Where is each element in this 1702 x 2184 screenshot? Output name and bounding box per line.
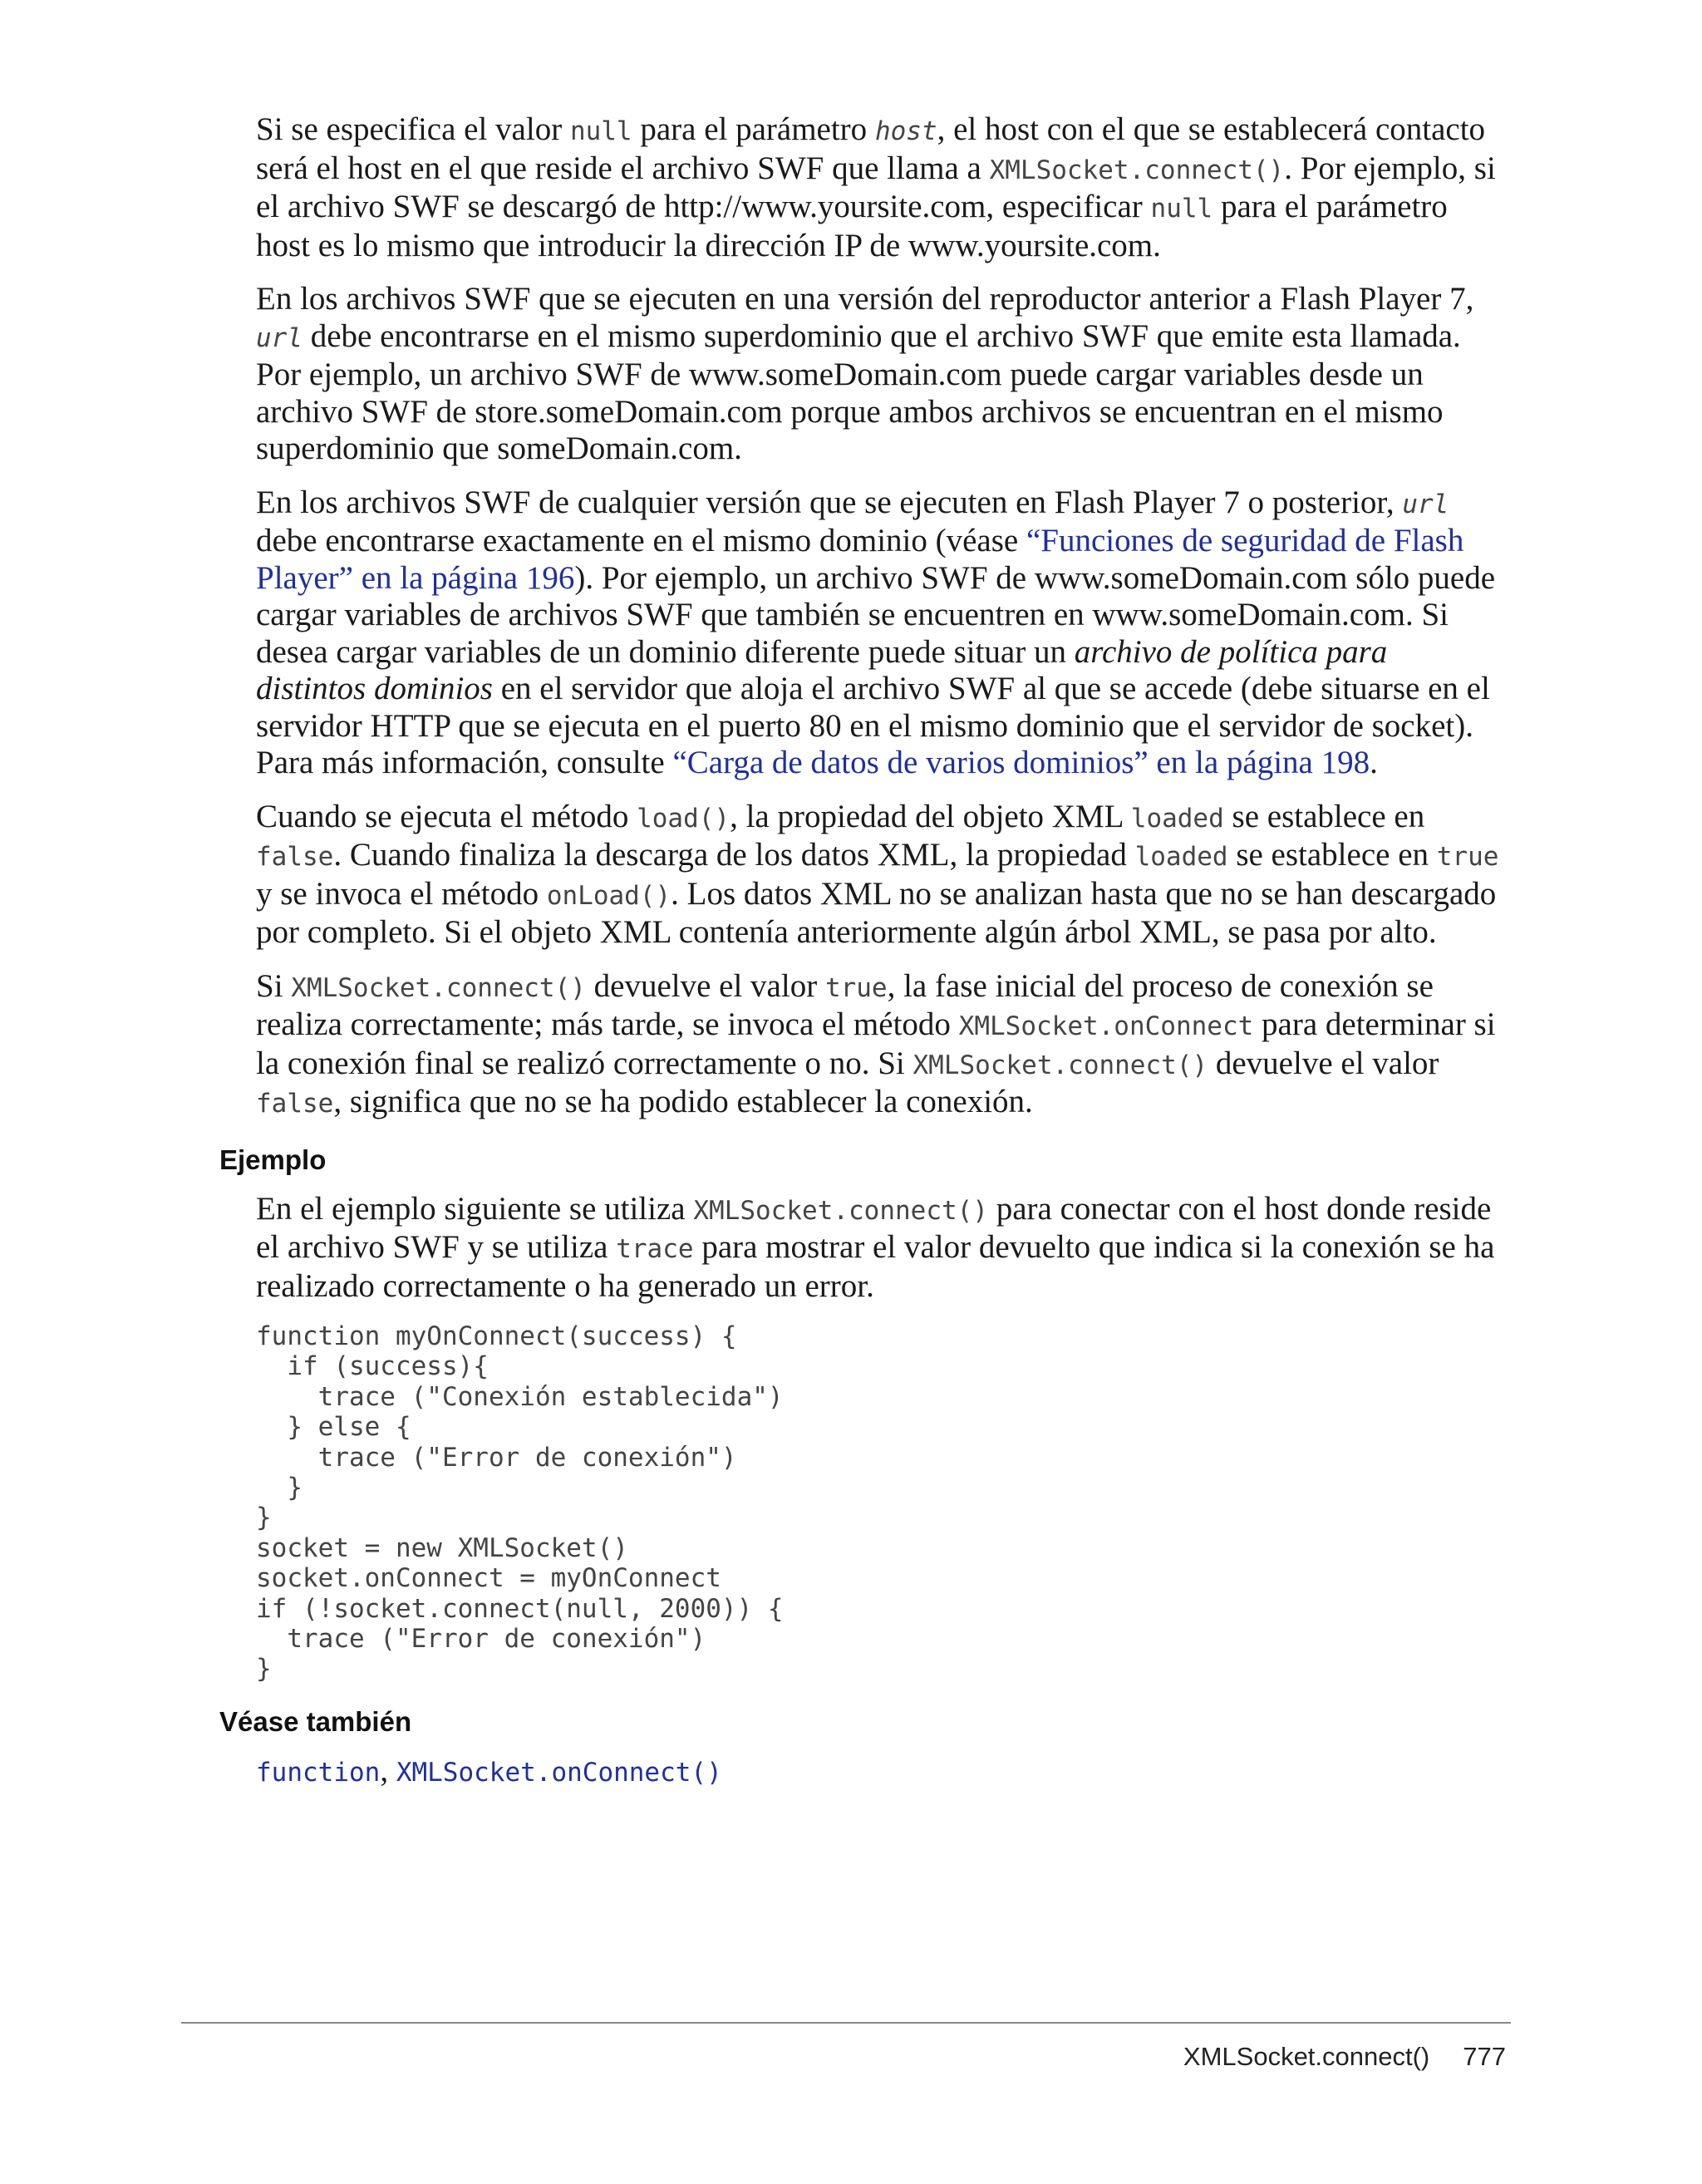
page-footer: [1183, 2042, 1506, 2072]
code-onload: onLoad(): [546, 880, 671, 911]
paragraph-load-method: [256, 799, 1504, 952]
code-trace: trace: [616, 1234, 694, 1264]
text: . Cuando finaliza la descarga de los datos XML, la propiedad: [333, 837, 1135, 873]
code-xmlsocket-connect: XMLSocket.connect(): [912, 1050, 1208, 1080]
section-heading-see-also: Véase también: [219, 1705, 412, 1737]
page-content: [219, 111, 1504, 1808]
link-xmlsocket-onconnect[interactable]: XMLSocket.onConnect(): [396, 1757, 722, 1788]
paragraph-flash-player-7: [256, 485, 1504, 782]
text: En los archivos SWF de cualquier versión que se ejecuten en Flash Player 7 o posterior,: [256, 484, 1403, 520]
text: Cuando se ejecuta el método: [256, 798, 637, 834]
text: En el ejemplo siguiente se utiliza: [256, 1190, 694, 1227]
code-false: false: [256, 842, 334, 872]
text: se establece en: [1223, 798, 1425, 834]
section-heading-example: Ejemplo: [219, 1144, 327, 1175]
text: en el servidor que aloja el archivo SWF al que se accede (debe situarse en el servidor HTTP que se ejecuta en el puerto 80 en el mismo dominio que el servidor de socket). Para más información, consulte: [256, 671, 1490, 780]
text: , el host con el que se establecerá contacto será el host en el que reside el archivo SWF que llama a: [256, 111, 1486, 186]
code-xmlsocket-connect: XMLSocket.connect(): [693, 1195, 988, 1226]
text: y se invoca el método: [256, 875, 547, 912]
text: debe encontrarse exactamente en el mismo dominio (véase: [256, 523, 1026, 558]
text: ). Por ejemplo, un archivo SWF de www.someDomain.com sólo puede cargar variables de archivos SWF que también se encuentren en www.someDomain.com. Si desea cargar variables de un dominio diferente puede situar un: [256, 559, 1496, 670]
text: .: [1370, 745, 1378, 780]
text: se establece en: [1227, 837, 1437, 873]
code-true: true: [824, 972, 888, 1003]
paragraph-connect-return: [256, 968, 1504, 1123]
link-security-features[interactable]: “Funciones de seguridad de Flash Player” en la página 196: [256, 523, 1464, 596]
text: debe encontrarse en el mismo superdominio que el archivo SWF que emite esta llamada. Por ejemplo, un archivo SWF de www.someDomain.com puede cargar variables desde un archivo SWF de store.someDomain.com porque ambos archivos se encuentran en el mismo superdominio que someDomain.com.: [256, 317, 1461, 466]
paragraph-flash-player-6: [256, 281, 1504, 468]
text: , significa que no se ha podido establecer la conexión.: [333, 1084, 1033, 1119]
text: En los archivos SWF que se ejecuten en una versión del reproductor anterior a Flash Player 7,: [256, 281, 1474, 317]
paragraph-example-intro: [256, 1191, 1504, 1306]
code-loaded: loaded: [1134, 842, 1228, 872]
text: para el parámetro: [632, 111, 875, 147]
code-host: host: [874, 116, 937, 146]
text: para el parámetro host es lo mismo que introducir la dirección IP de www.yoursite.com.: [256, 189, 1448, 263]
text: . Los datos XML no se analizan hasta que no se han descargado por completo. Si el objeto XML contenía anteriormente algún árbol XML, se pasa por alto.: [256, 875, 1497, 950]
link-cross-domain-loading[interactable]: “Carga de datos de varios dominios” en la página 198: [672, 745, 1370, 780]
text: Si: [256, 967, 292, 1004]
text: , la propiedad del objeto XML: [730, 798, 1131, 834]
text: para mostrar el valor devuelto que indica si la conexión se ha realizado correctamente o ha generado un error.: [256, 1229, 1495, 1304]
code-null: null: [569, 116, 632, 146]
code-url: url: [256, 322, 303, 353]
footer-title: XMLSocket.connect(): [1183, 2042, 1430, 2071]
code-xmlsocket-connect: XMLSocket.connect(): [989, 155, 1285, 185]
text: devuelve el valor: [585, 967, 825, 1004]
code-xmlsocket-connect: XMLSocket.connect(): [291, 972, 586, 1003]
link-function[interactable]: function: [256, 1757, 381, 1788]
code-url: url: [1402, 489, 1449, 519]
text: para determinar si la conexión final se realizó correctamente o no. Si: [256, 1006, 1496, 1081]
code-xmlsocket-onconnect: XMLSocket.onConnect: [958, 1011, 1254, 1041]
text: Si se especifica el valor: [256, 111, 570, 147]
code-false: false: [256, 1089, 334, 1119]
text: devuelve el valor: [1208, 1045, 1439, 1081]
code-loaded: loaded: [1130, 803, 1224, 834]
code-load: load(): [637, 803, 730, 834]
text: , la fase inicial del proceso de conexión se realiza correctamente; más tarde, se invoca el método: [256, 967, 1434, 1042]
code-example-block: function myOnConnect(success) { if (success){ trace ("Conexión establecida") } else { trace ("Error de conexión") } } socket = new XMLSocket() socket.onConnect = myOnConnect if (!socket.connect(null, 2000)) { trace ("Error de conexión") }: [256, 1321, 784, 1685]
code-null: null: [1150, 194, 1213, 224]
separator: ,: [380, 1752, 396, 1788]
text: . Por ejemplo, si el archivo SWF se descargó de http://www.yoursite.com, especificar: [256, 150, 1496, 224]
footer-divider: [181, 2022, 1511, 2024]
page-number: 777: [1463, 2042, 1506, 2071]
paragraph-null-host: [256, 111, 1504, 264]
see-also-links: [256, 1753, 1504, 1792]
text: para conectar con el host donde reside el archivo SWF y se utiliza: [256, 1190, 1492, 1265]
code-true: true: [1436, 842, 1499, 872]
emphasis-policy-file: archivo de política para distintos dominios: [256, 633, 1388, 706]
